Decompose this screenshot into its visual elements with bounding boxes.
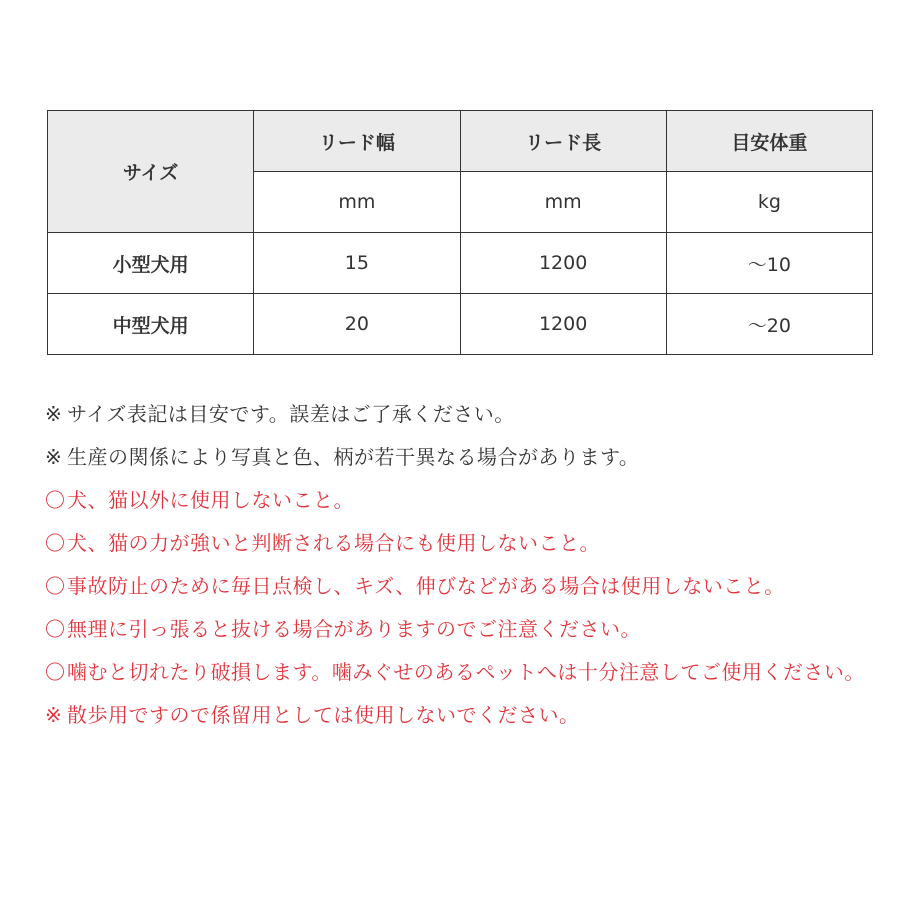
notes-list <box>45 393 875 737</box>
note-size-guide <box>45 393 875 436</box>
cell-width-small-dog: 15 <box>254 233 460 294</box>
note-text: 犬、猫以外に使用しないこと。 <box>67 488 354 512</box>
note-mark: 〇 <box>45 617 66 641</box>
note-mark: 〇 <box>45 531 66 555</box>
lead-length-header: リード長 <box>460 111 666 172</box>
note-text: 散歩用ですので係留用としては使用しないでください。 <box>67 703 580 727</box>
cell-width-medium-dog: 20 <box>254 294 460 355</box>
weight-guide-unit: kg <box>666 172 872 233</box>
note-mark: 〇 <box>45 660 66 684</box>
note-warning-pulling <box>45 608 875 651</box>
note-text: サイズ表記は目安です。誤差はご了承ください。 <box>67 402 515 426</box>
note-color-variation <box>45 436 875 479</box>
note-text: 噛むと切れたり破損します。噛みぐせのあるペットへは十分注意してご使用ください。 <box>67 660 865 684</box>
note-text: 事故防止のために毎日点検し、キズ、伸びなどがある場合は使用しないこと。 <box>67 574 785 598</box>
cell-weight-medium-dog: ～20 <box>666 294 872 355</box>
note-mark: ※ <box>45 445 63 469</box>
cell-length-medium-dog: 1200 <box>460 294 666 355</box>
note-warning-walk-only <box>45 694 875 737</box>
weight-guide-header: 目安体重 <box>666 111 872 172</box>
cell-length-small-dog: 1200 <box>460 233 666 294</box>
lead-length-unit: mm <box>460 172 666 233</box>
note-mark: ※ <box>45 703 63 727</box>
cell-weight-small-dog: ～10 <box>666 233 872 294</box>
note-warning-strong-pets <box>45 522 875 565</box>
table-row <box>48 294 873 355</box>
note-text: 生産の関係により写真と色、柄が若干異なる場合があります。 <box>67 445 640 469</box>
row-label-medium-dog: 中型犬用 <box>48 294 254 355</box>
note-text: 犬、猫の力が強いと判断される場合にも使用しないこと。 <box>67 531 600 555</box>
table-header-row <box>48 111 873 172</box>
note-mark: 〇 <box>45 574 66 598</box>
note-warning-daily-inspection <box>45 565 875 608</box>
note-mark: 〇 <box>45 488 66 512</box>
note-text: 無理に引っ張ると抜ける場合がありますのでご注意ください。 <box>67 617 641 641</box>
table-row <box>48 233 873 294</box>
size-spec-table <box>47 110 873 355</box>
note-warning-pets-only <box>45 479 875 522</box>
note-mark: ※ <box>45 402 63 426</box>
note-warning-chewing <box>45 651 875 694</box>
row-label-small-dog: 小型犬用 <box>48 233 254 294</box>
lead-width-header: リード幅 <box>254 111 460 172</box>
size-header-cell: サイズ <box>48 111 254 233</box>
lead-width-unit: mm <box>254 172 460 233</box>
